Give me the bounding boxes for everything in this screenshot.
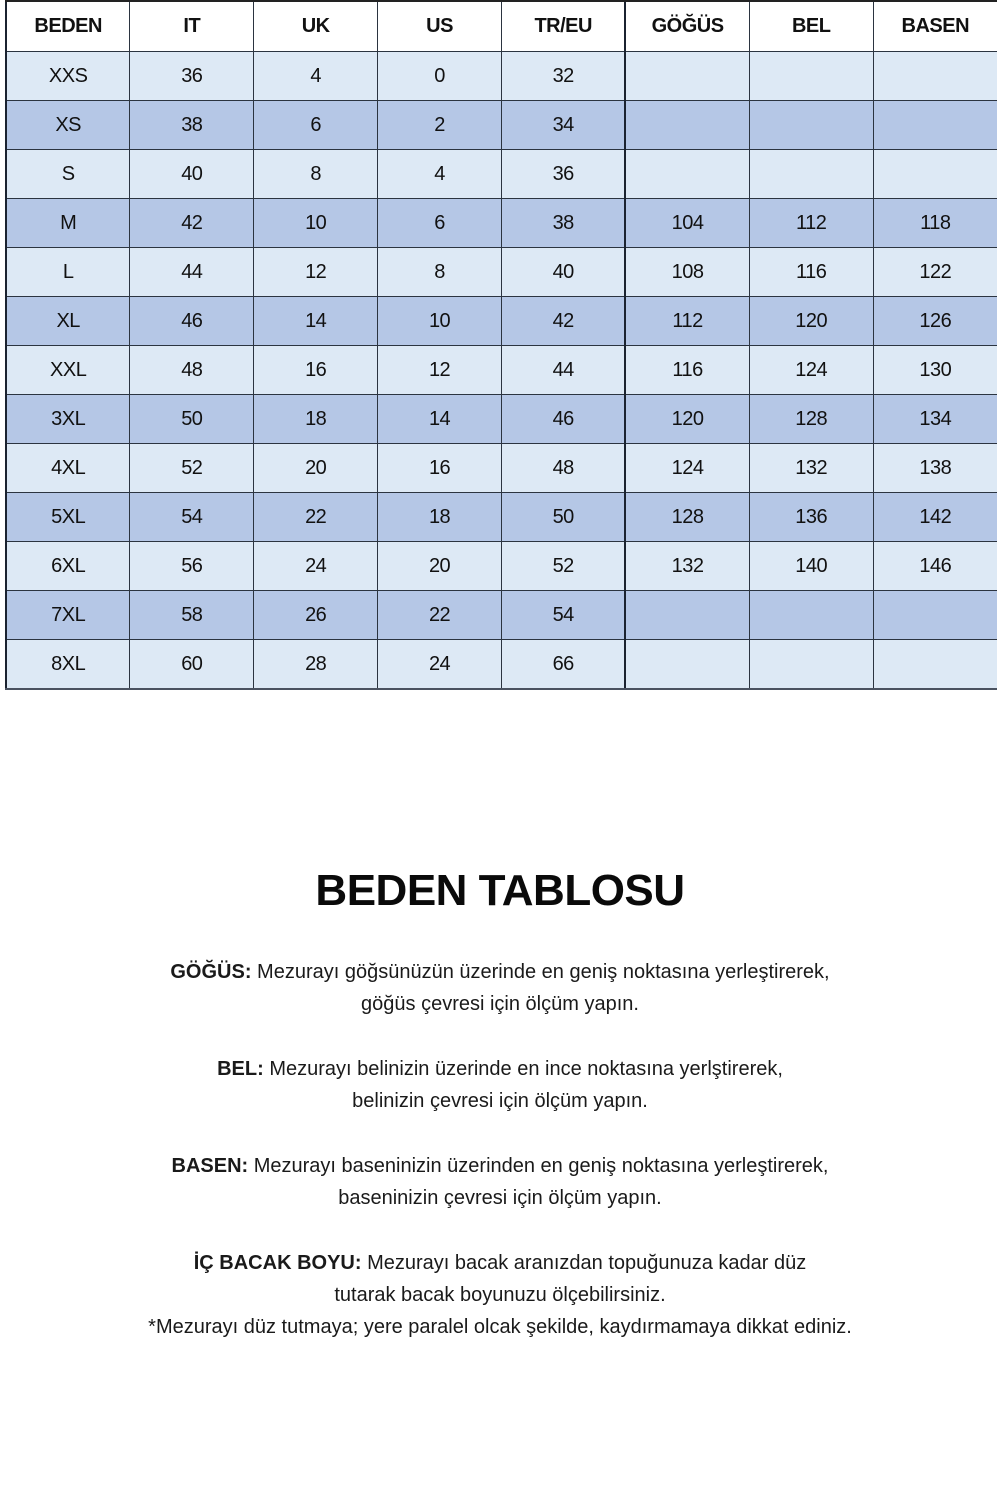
guide-basen [0, 1150, 1000, 1214]
guide-ic-bacak [0, 1247, 1000, 1343]
table-row [6, 346, 997, 395]
cell-tr-eu: 50 [502, 493, 626, 542]
cell-it: 38 [130, 101, 254, 150]
cell-uk: 22 [254, 493, 378, 542]
cell-basen [873, 591, 997, 640]
cell-basen [873, 101, 997, 150]
cell-gogus [625, 591, 749, 640]
table-body [6, 52, 997, 690]
header-gogus: GÖĞÜS [625, 1, 749, 52]
cell-it: 44 [130, 248, 254, 297]
table-row [6, 395, 997, 444]
cell-it: 46 [130, 297, 254, 346]
cell-basen: 130 [873, 346, 997, 395]
cell-us: 0 [378, 52, 502, 101]
cell-gogus [625, 52, 749, 101]
guide-bel-label: BEL: [217, 1058, 264, 1080]
cell-us: 14 [378, 395, 502, 444]
table-row [6, 248, 997, 297]
cell-it: 48 [130, 346, 254, 395]
cell-tr-eu: 52 [502, 542, 626, 591]
cell-it: 60 [130, 640, 254, 690]
cell-it: 54 [130, 493, 254, 542]
cell-beden: M [6, 199, 130, 248]
cell-bel: 132 [749, 444, 873, 493]
cell-bel: 140 [749, 542, 873, 591]
cell-tr-eu: 36 [502, 150, 626, 199]
cell-bel: 112 [749, 199, 873, 248]
guide-gogus-label: GÖĞÜS: [170, 961, 252, 983]
cell-uk: 6 [254, 101, 378, 150]
cell-basen [873, 52, 997, 101]
cell-tr-eu: 34 [502, 101, 626, 150]
cell-it: 56 [130, 542, 254, 591]
cell-uk: 28 [254, 640, 378, 690]
cell-it: 36 [130, 52, 254, 101]
table-row [6, 493, 997, 542]
measurement-guide [0, 860, 1000, 1343]
cell-beden: XS [6, 101, 130, 150]
guide-basen-label: BASEN: [171, 1155, 249, 1177]
cell-us: 20 [378, 542, 502, 591]
guide-bel [0, 1053, 1000, 1117]
header-tr-eu: TR/EU [502, 1, 626, 52]
table-row [6, 199, 997, 248]
guide-bel-text1: Mezurayı belinizin üzerinde en ince noktasına yerlştirerek, [263, 1058, 783, 1080]
cell-gogus: 112 [625, 297, 749, 346]
cell-bel: 136 [749, 493, 873, 542]
cell-basen: 138 [873, 444, 997, 493]
cell-bel: 128 [749, 395, 873, 444]
cell-beden: 5XL [6, 493, 130, 542]
table-row [6, 101, 997, 150]
guide-ic-bacak-text2: tutarak bacak boyunuzu ölçebilirsiniz. [334, 1284, 666, 1306]
guide-gogus-text2: göğüs çevresi için ölçüm yapın. [361, 993, 639, 1015]
table-header-row [6, 1, 997, 52]
guide-title: BEDEN TABLOSU [315, 866, 685, 915]
cell-bel: 120 [749, 297, 873, 346]
cell-gogus [625, 101, 749, 150]
guide-note: *Mezurayı düz tutmaya; yere paralel olcak şekilde, kaydırmamaya dikkat ediniz. [148, 1316, 852, 1338]
cell-gogus: 128 [625, 493, 749, 542]
cell-bel: 116 [749, 248, 873, 297]
table-row [6, 444, 997, 493]
cell-uk: 12 [254, 248, 378, 297]
cell-us: 18 [378, 493, 502, 542]
guide-ic-bacak-label: İÇ BACAK BOYU: [193, 1252, 362, 1274]
header-bel: BEL [749, 1, 873, 52]
guide-bel-line1 [0, 1053, 1000, 1085]
cell-basen: 118 [873, 199, 997, 248]
cell-basen: 134 [873, 395, 997, 444]
cell-beden: 8XL [6, 640, 130, 690]
cell-beden: 3XL [6, 395, 130, 444]
cell-basen: 142 [873, 493, 997, 542]
cell-uk: 18 [254, 395, 378, 444]
cell-beden: L [6, 248, 130, 297]
cell-it: 52 [130, 444, 254, 493]
cell-us: 16 [378, 444, 502, 493]
cell-us: 12 [378, 346, 502, 395]
cell-us: 6 [378, 199, 502, 248]
cell-tr-eu: 54 [502, 591, 626, 640]
cell-bel [749, 640, 873, 690]
table-row [6, 542, 997, 591]
guide-ic-bacak-line1 [0, 1247, 1000, 1279]
cell-tr-eu: 32 [502, 52, 626, 101]
guide-bel-text2: belinizin çevresi için ölçüm yapın. [352, 1090, 648, 1112]
cell-uk: 14 [254, 297, 378, 346]
cell-beden: 7XL [6, 591, 130, 640]
size-chart-table [5, 0, 997, 690]
guide-gogus-line1 [0, 956, 1000, 988]
cell-us: 22 [378, 591, 502, 640]
cell-basen: 146 [873, 542, 997, 591]
cell-gogus: 132 [625, 542, 749, 591]
cell-gogus [625, 150, 749, 199]
cell-uk: 16 [254, 346, 378, 395]
cell-us: 24 [378, 640, 502, 690]
cell-uk: 20 [254, 444, 378, 493]
cell-basen: 122 [873, 248, 997, 297]
guide-basen-line1 [0, 1150, 1000, 1182]
table-row [6, 640, 997, 690]
cell-basen [873, 150, 997, 199]
cell-bel [749, 52, 873, 101]
cell-basen: 126 [873, 297, 997, 346]
cell-uk: 10 [254, 199, 378, 248]
table-row [6, 150, 997, 199]
cell-bel [749, 101, 873, 150]
cell-gogus: 108 [625, 248, 749, 297]
cell-gogus: 116 [625, 346, 749, 395]
cell-it: 58 [130, 591, 254, 640]
cell-gogus [625, 640, 749, 690]
cell-it: 40 [130, 150, 254, 199]
header-it: IT [130, 1, 254, 52]
table-row [6, 591, 997, 640]
cell-tr-eu: 40 [502, 248, 626, 297]
header-beden: BEDEN [6, 1, 130, 52]
table-row [6, 52, 997, 101]
cell-it: 42 [130, 199, 254, 248]
cell-gogus: 120 [625, 395, 749, 444]
cell-beden: XXS [6, 52, 130, 101]
guide-basen-text2: baseninizin çevresi için ölçüm yapın. [338, 1187, 662, 1209]
cell-tr-eu: 38 [502, 199, 626, 248]
guide-gogus [0, 956, 1000, 1020]
table-row [6, 297, 997, 346]
header-us: US [378, 1, 502, 52]
cell-uk: 26 [254, 591, 378, 640]
cell-beden: 6XL [6, 542, 130, 591]
cell-beden: XL [6, 297, 130, 346]
cell-tr-eu: 46 [502, 395, 626, 444]
header-basen: BASEN [873, 1, 997, 52]
cell-us: 4 [378, 150, 502, 199]
cell-uk: 4 [254, 52, 378, 101]
cell-bel [749, 150, 873, 199]
cell-tr-eu: 42 [502, 297, 626, 346]
cell-us: 10 [378, 297, 502, 346]
cell-us: 2 [378, 101, 502, 150]
cell-bel: 124 [749, 346, 873, 395]
cell-tr-eu: 48 [502, 444, 626, 493]
cell-bel [749, 591, 873, 640]
cell-basen [873, 640, 997, 690]
guide-basen-text1: Mezurayı baseninizin üzerinden en geniş noktasına yerleştirerek, [248, 1155, 829, 1177]
cell-gogus: 124 [625, 444, 749, 493]
cell-beden: XXL [6, 346, 130, 395]
header-uk: UK [254, 1, 378, 52]
cell-gogus: 104 [625, 199, 749, 248]
cell-tr-eu: 66 [502, 640, 626, 690]
guide-ic-bacak-text1: Mezurayı bacak aranızdan topuğunuza kadar düz [361, 1252, 807, 1274]
cell-us: 8 [378, 248, 502, 297]
guide-gogus-text1: Mezurayı göğsünüzün üzerinde en geniş noktasına yerleştirerek, [251, 961, 830, 983]
cell-beden: S [6, 150, 130, 199]
cell-it: 50 [130, 395, 254, 444]
cell-uk: 24 [254, 542, 378, 591]
cell-beden: 4XL [6, 444, 130, 493]
cell-tr-eu: 44 [502, 346, 626, 395]
cell-uk: 8 [254, 150, 378, 199]
